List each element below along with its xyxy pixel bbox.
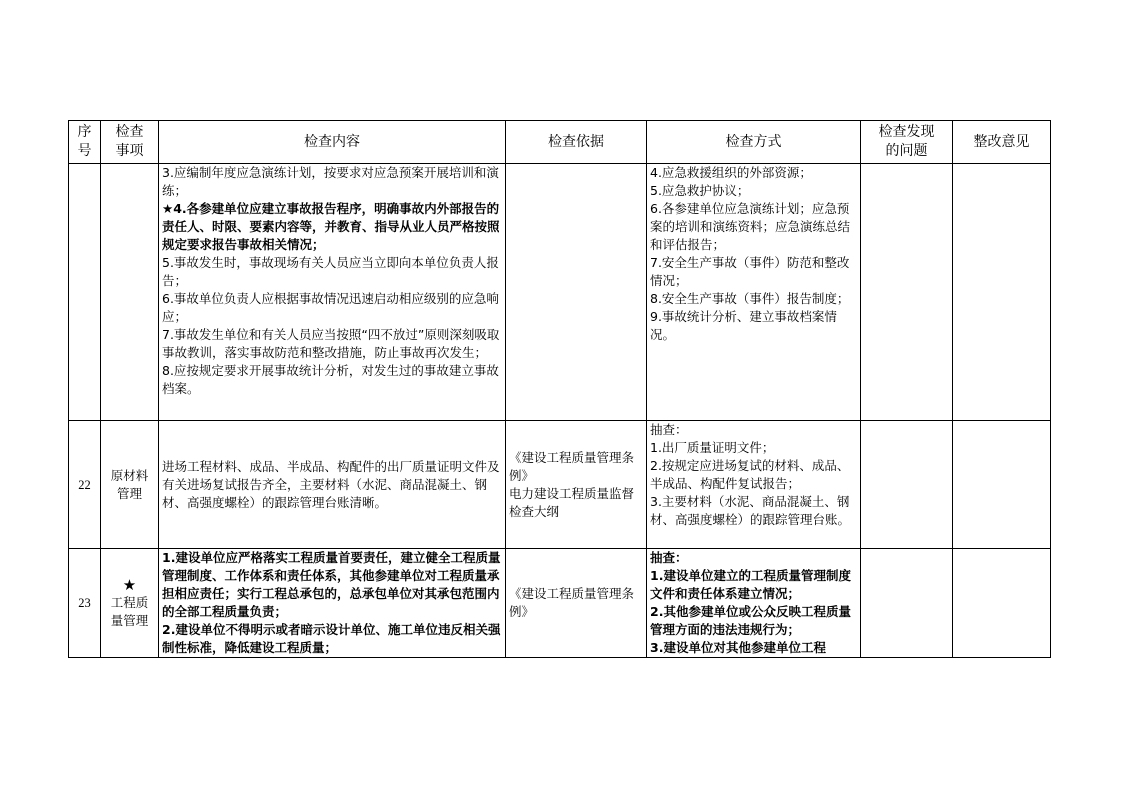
header-item-line: 事项 — [115, 143, 144, 159]
item-line: 原材料 — [110, 467, 149, 483]
cell-advice — [953, 421, 1051, 549]
header-method: 检查方式 — [647, 121, 861, 164]
method-line: 抽查： — [650, 422, 688, 437]
cell-method — [647, 421, 861, 549]
cell-item — [101, 421, 159, 549]
content-line-key: ★4.各参建单位应建立事故报告程序，明确事故内外部报告的责任人、时限、要素内容等，并教育、指导从业人员严格按照规定要求报告事故相关情况； — [162, 201, 500, 252]
inspection-table — [68, 120, 1051, 658]
header-advice: 整改意见 — [953, 121, 1051, 164]
cell-basis — [506, 164, 647, 421]
method-line: 5.应急救护协议； — [650, 183, 750, 198]
cell-basis — [506, 421, 647, 549]
cell-issues — [861, 164, 953, 421]
method-line: 2.按规定应进场复试的材料、成品、半成品、构配件复试报告； — [650, 458, 850, 491]
table-row — [69, 164, 1051, 421]
cell-content: 进场工程材料、成品、半成品、构配件的出厂质量证明文件及有关进场复试报告齐全，主要材料（水泥、商品混凝土、钢材、高强度螺栓）的跟踪管理台账清晰。 — [159, 421, 506, 549]
method-line: 9.事故统计分析、建立事故档案情况。 — [650, 309, 837, 342]
header-seq — [69, 121, 101, 164]
header-content: 检查内容 — [159, 121, 506, 164]
item-line: 管理 — [116, 485, 142, 501]
cell-advice — [953, 164, 1051, 421]
header-issues-line: 的问题 — [885, 143, 928, 159]
cell-basis: 《建设工程质量管理条例》 — [506, 549, 647, 658]
star-icon: ★ — [122, 576, 137, 594]
cell-seq: 22 — [69, 421, 101, 549]
basis-line: 《建设工程质量管理条例》 — [509, 449, 635, 483]
table-row — [69, 549, 1051, 658]
content-line: 8.应按规定要求开展事故统计分析，对发生过的事故建立事故档案。 — [162, 363, 499, 396]
method-line: 2.其他参建单位或公众反映工程质量管理方面的违法违规行为； — [650, 604, 851, 637]
header-row — [69, 121, 1051, 164]
content-line: 1.建设单位应严格落实工程质量首要责任，建立健全工程质量管理制度、工作体系和责任体系，其他参建单位对工程质量承担相应责任；实行工程总承包的，总承包单位对其承包范围内的全部工程质量负责； — [162, 550, 501, 619]
method-line: 3.建设单位对其他参建单位工程 — [650, 640, 826, 655]
header-item-line: 检查 — [115, 124, 144, 140]
cell-method — [647, 164, 861, 421]
cell-advice — [953, 549, 1051, 658]
method-line: 6.各参建单位应急演练计划；应急预案的培训和演练资料；应急演练总结和评估报告； — [650, 201, 851, 252]
content-line: 5.事故发生时，事故现场有关人员应当立即向本单位负责人报告； — [162, 255, 499, 288]
item-line: 工程质 — [110, 595, 149, 610]
method-line: 1.出厂质量证明文件； — [650, 440, 775, 455]
header-seq-line: 号 — [77, 143, 92, 159]
cell-issues — [861, 421, 953, 549]
cell-content — [159, 549, 506, 658]
header-item — [101, 121, 159, 164]
cell-content — [159, 164, 506, 421]
content-line: 6.事故单位负责人应根据事故情况迅速启动相应级别的应急响应； — [162, 291, 499, 324]
method-line: 3.主要材料（水泥、商品混凝土、钢材、高强度螺栓）的跟踪管理台账。 — [650, 494, 851, 527]
content-line: 2.建设单位不得明示或者暗示设计单位、施工单位违反相关强制性标准，降低建设工程质量； — [162, 622, 501, 655]
method-line: 8.安全生产事故（事件）报告制度； — [650, 291, 850, 306]
method-line: 4.应急救援组织的外部资源； — [650, 165, 812, 180]
cell-seq — [69, 164, 101, 421]
header-basis: 检查依据 — [506, 121, 647, 164]
header-seq-line: 序 — [77, 124, 92, 140]
method-line: 1.建设单位建立的工程质量管理制度文件和责任体系建立情况； — [650, 568, 851, 601]
header-issues — [861, 121, 953, 164]
content-line: 7.事故发生单位和有关人员应当按照“四不放过”原则深刻吸取事故教训，落实事故防范和整改措施，防止事故再次发生； — [162, 327, 500, 360]
item-line: 量管理 — [110, 613, 149, 628]
table-row — [69, 421, 1051, 549]
basis-line: 电力建设工程质量监督检查大纲 — [509, 485, 635, 519]
cell-seq: 23 — [69, 549, 101, 658]
cell-item — [101, 549, 159, 658]
content-line: 3.应编制年度应急演练计划，按要求对应急预案开展培训和演练； — [162, 165, 499, 198]
cell-method — [647, 549, 861, 658]
cell-issues — [861, 549, 953, 658]
header-issues-line: 检查发现 — [878, 124, 935, 140]
method-line: 抽查： — [650, 550, 688, 565]
method-line: 7.安全生产事故（事件）防范和整改情况； — [650, 255, 850, 288]
cell-item — [101, 164, 159, 421]
